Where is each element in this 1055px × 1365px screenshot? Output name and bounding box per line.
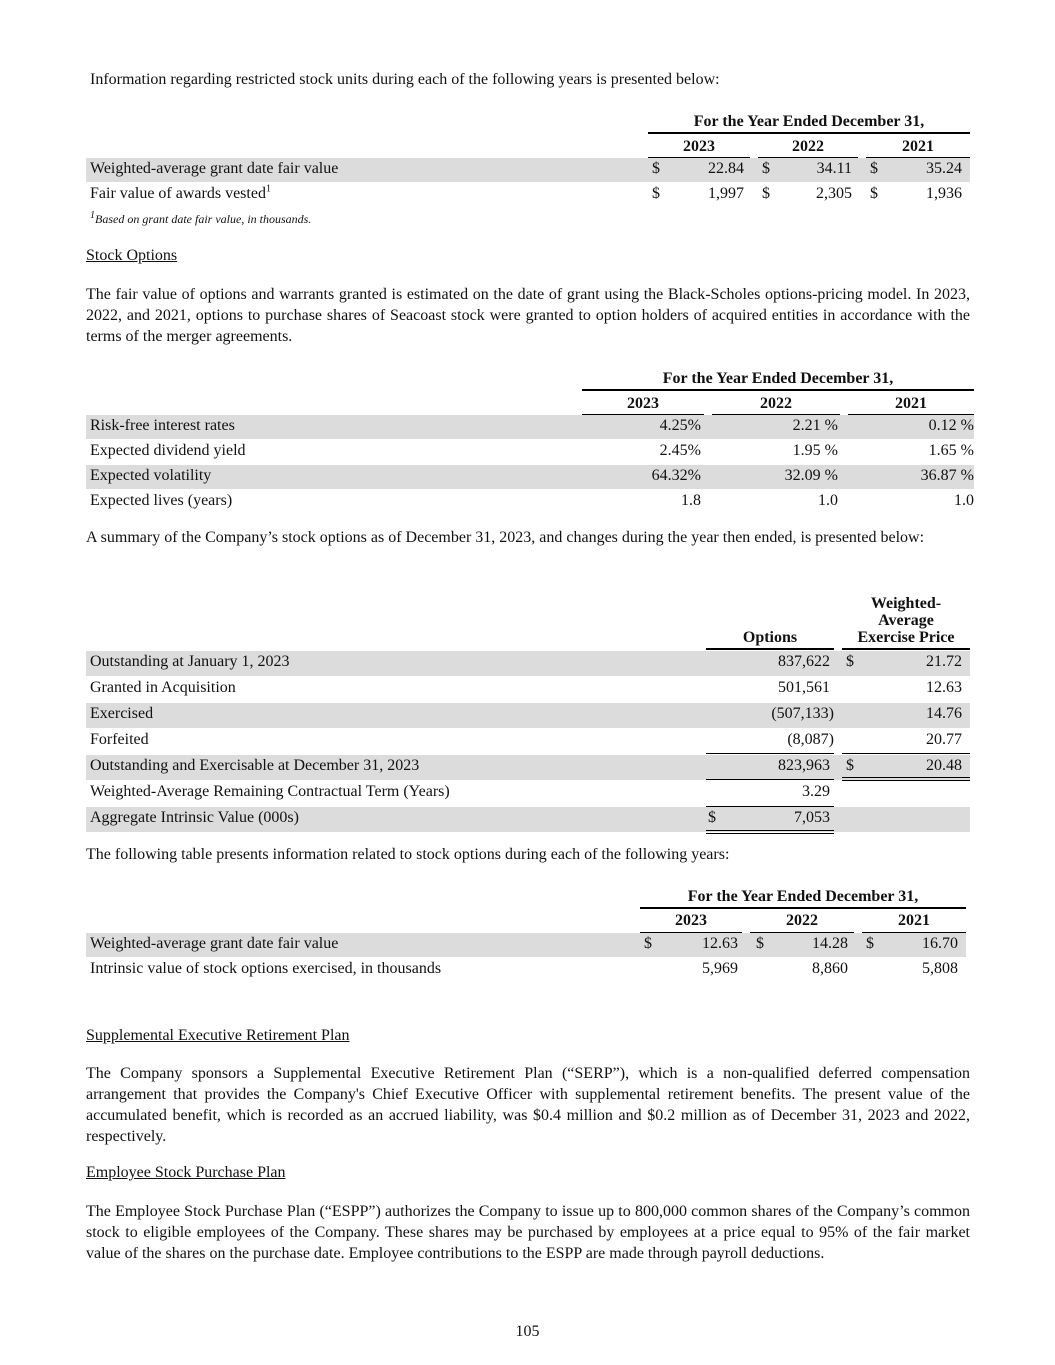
summary-intro: A summary of the Company’s stock options as of December 31, 2023, and changes during the year then ended, is presented below: <box>86 529 925 546</box>
options-info-year-2022: 2022 <box>786 912 818 929</box>
table-row: Weighted-average grant date fair value $ 12.63 $ 14.28 $ 16.70 <box>86 933 966 957</box>
table-row: Expected lives (years) 1.8 1.0 1.0 <box>90 492 974 509</box>
table-row: Aggregate Intrinsic Value (000s) $ 7,053 <box>86 807 970 832</box>
table-row: Forfeited (8,087) 20.77 <box>90 731 962 748</box>
assumptions-year-2023: 2023 <box>627 395 659 412</box>
assumptions-year-2021: 2021 <box>895 395 927 412</box>
table-row: Outstanding and Exercisable at December 31, 2023 823,963 $ 20.48 <box>86 755 970 780</box>
rsu-year-2021: 2021 <box>902 138 934 155</box>
table-row: Expected volatility 64.32% 32.09 % 36.87 % <box>86 465 974 489</box>
stock-options-heading: Stock Options <box>86 247 178 264</box>
table-row: Exercised (507,133) 14.76 <box>86 703 970 728</box>
rsu-footnote: $^1$Based on grant date fair value, in thousands. <box>90 210 312 226</box>
rsu-intro: Information regarding restricted stock units during each of the following years is presented below: <box>90 71 720 88</box>
table-row: Weighted-average grant date fair value $ 22.84 $ 34.11 $ 35.24 <box>86 158 970 182</box>
page-number: 105 <box>515 1323 540 1340</box>
table-row: Weighted-Average Remaining Contractual Term (Years) 3.29 <box>90 783 830 800</box>
table-row: Outstanding at January 1, 2023 837,622 $ 21.72 <box>86 651 970 676</box>
col-exercise-price: Weighted- Average Exercise Price <box>857 595 955 646</box>
options-info-year-2021: 2021 <box>898 912 930 929</box>
assumptions-caption: For the Year Ended December 31, <box>662 370 894 387</box>
rsu-caption: For the Year Ended December 31, <box>693 113 925 130</box>
espp-paragraph: The Employee Stock Purchase Plan (“ESPP”) authorizes the Company to issue up to 800,000 common shares of the Company’s common stock to eligible employees of the Company. These shares may be purchased by employees at a price equal to 95% of the fair market value of the shares on the purchase date. Employee contributions to the ESPP are made through payroll deductions. <box>86 1203 970 1262</box>
espp-heading: Employee Stock Purchase Plan <box>86 1164 286 1181</box>
table-row: Fair value of awards vested$^1$ $ 1,997 $ 2,305 $ 1,936 <box>90 183 962 202</box>
stock-options-paragraph: The fair value of options and warrants granted is estimated on the date of grant using the Black-Scholes options-pricing model. In 2023, 2022, and 2021, options to purchase shares of Seacoast stock were granted to option holders of acquired entities in accordance with the terms of the merger agreements. <box>86 286 970 345</box>
serp-heading: Supplemental Executive Retirement Plan <box>86 1027 350 1044</box>
options-info-caption: For the Year Ended December 31, <box>687 888 919 905</box>
table-row: Risk-free interest rates 4.25% 2.21 % 0.12 % <box>86 415 974 439</box>
table-row: Intrinsic value of stock options exercised, in thousands 5,969 8,860 5,808 <box>90 960 958 977</box>
rsu-year-2022: 2022 <box>792 138 824 155</box>
serp-paragraph: The Company sponsors a Supplemental Executive Retirement Plan (“SERP”), which is a non-qualified deferred compensation arrangement that provides the Company's Chief Executive Officer with supplemental retirement benefits. The present value of the accumulated benefit, which is recorded as an accrued liability, was $0.4 million and $0.2 million as of December 31, 2023 and 2022, respectively. <box>86 1065 970 1145</box>
assumptions-year-2022: 2022 <box>760 395 792 412</box>
rsu-year-2023: 2023 <box>683 138 715 155</box>
footnote-marker: 1 <box>265 183 271 195</box>
col-options: Options <box>742 629 798 646</box>
options-info-year-2023: 2023 <box>675 912 707 929</box>
table-row: Expected dividend yield 2.45% 1.95 % 1.65 % <box>90 442 974 459</box>
table-row: Granted in Acquisition 501,561 12.63 <box>90 679 962 696</box>
options-info-intro: The following table presents information related to stock options during each of the following years: <box>86 846 730 863</box>
